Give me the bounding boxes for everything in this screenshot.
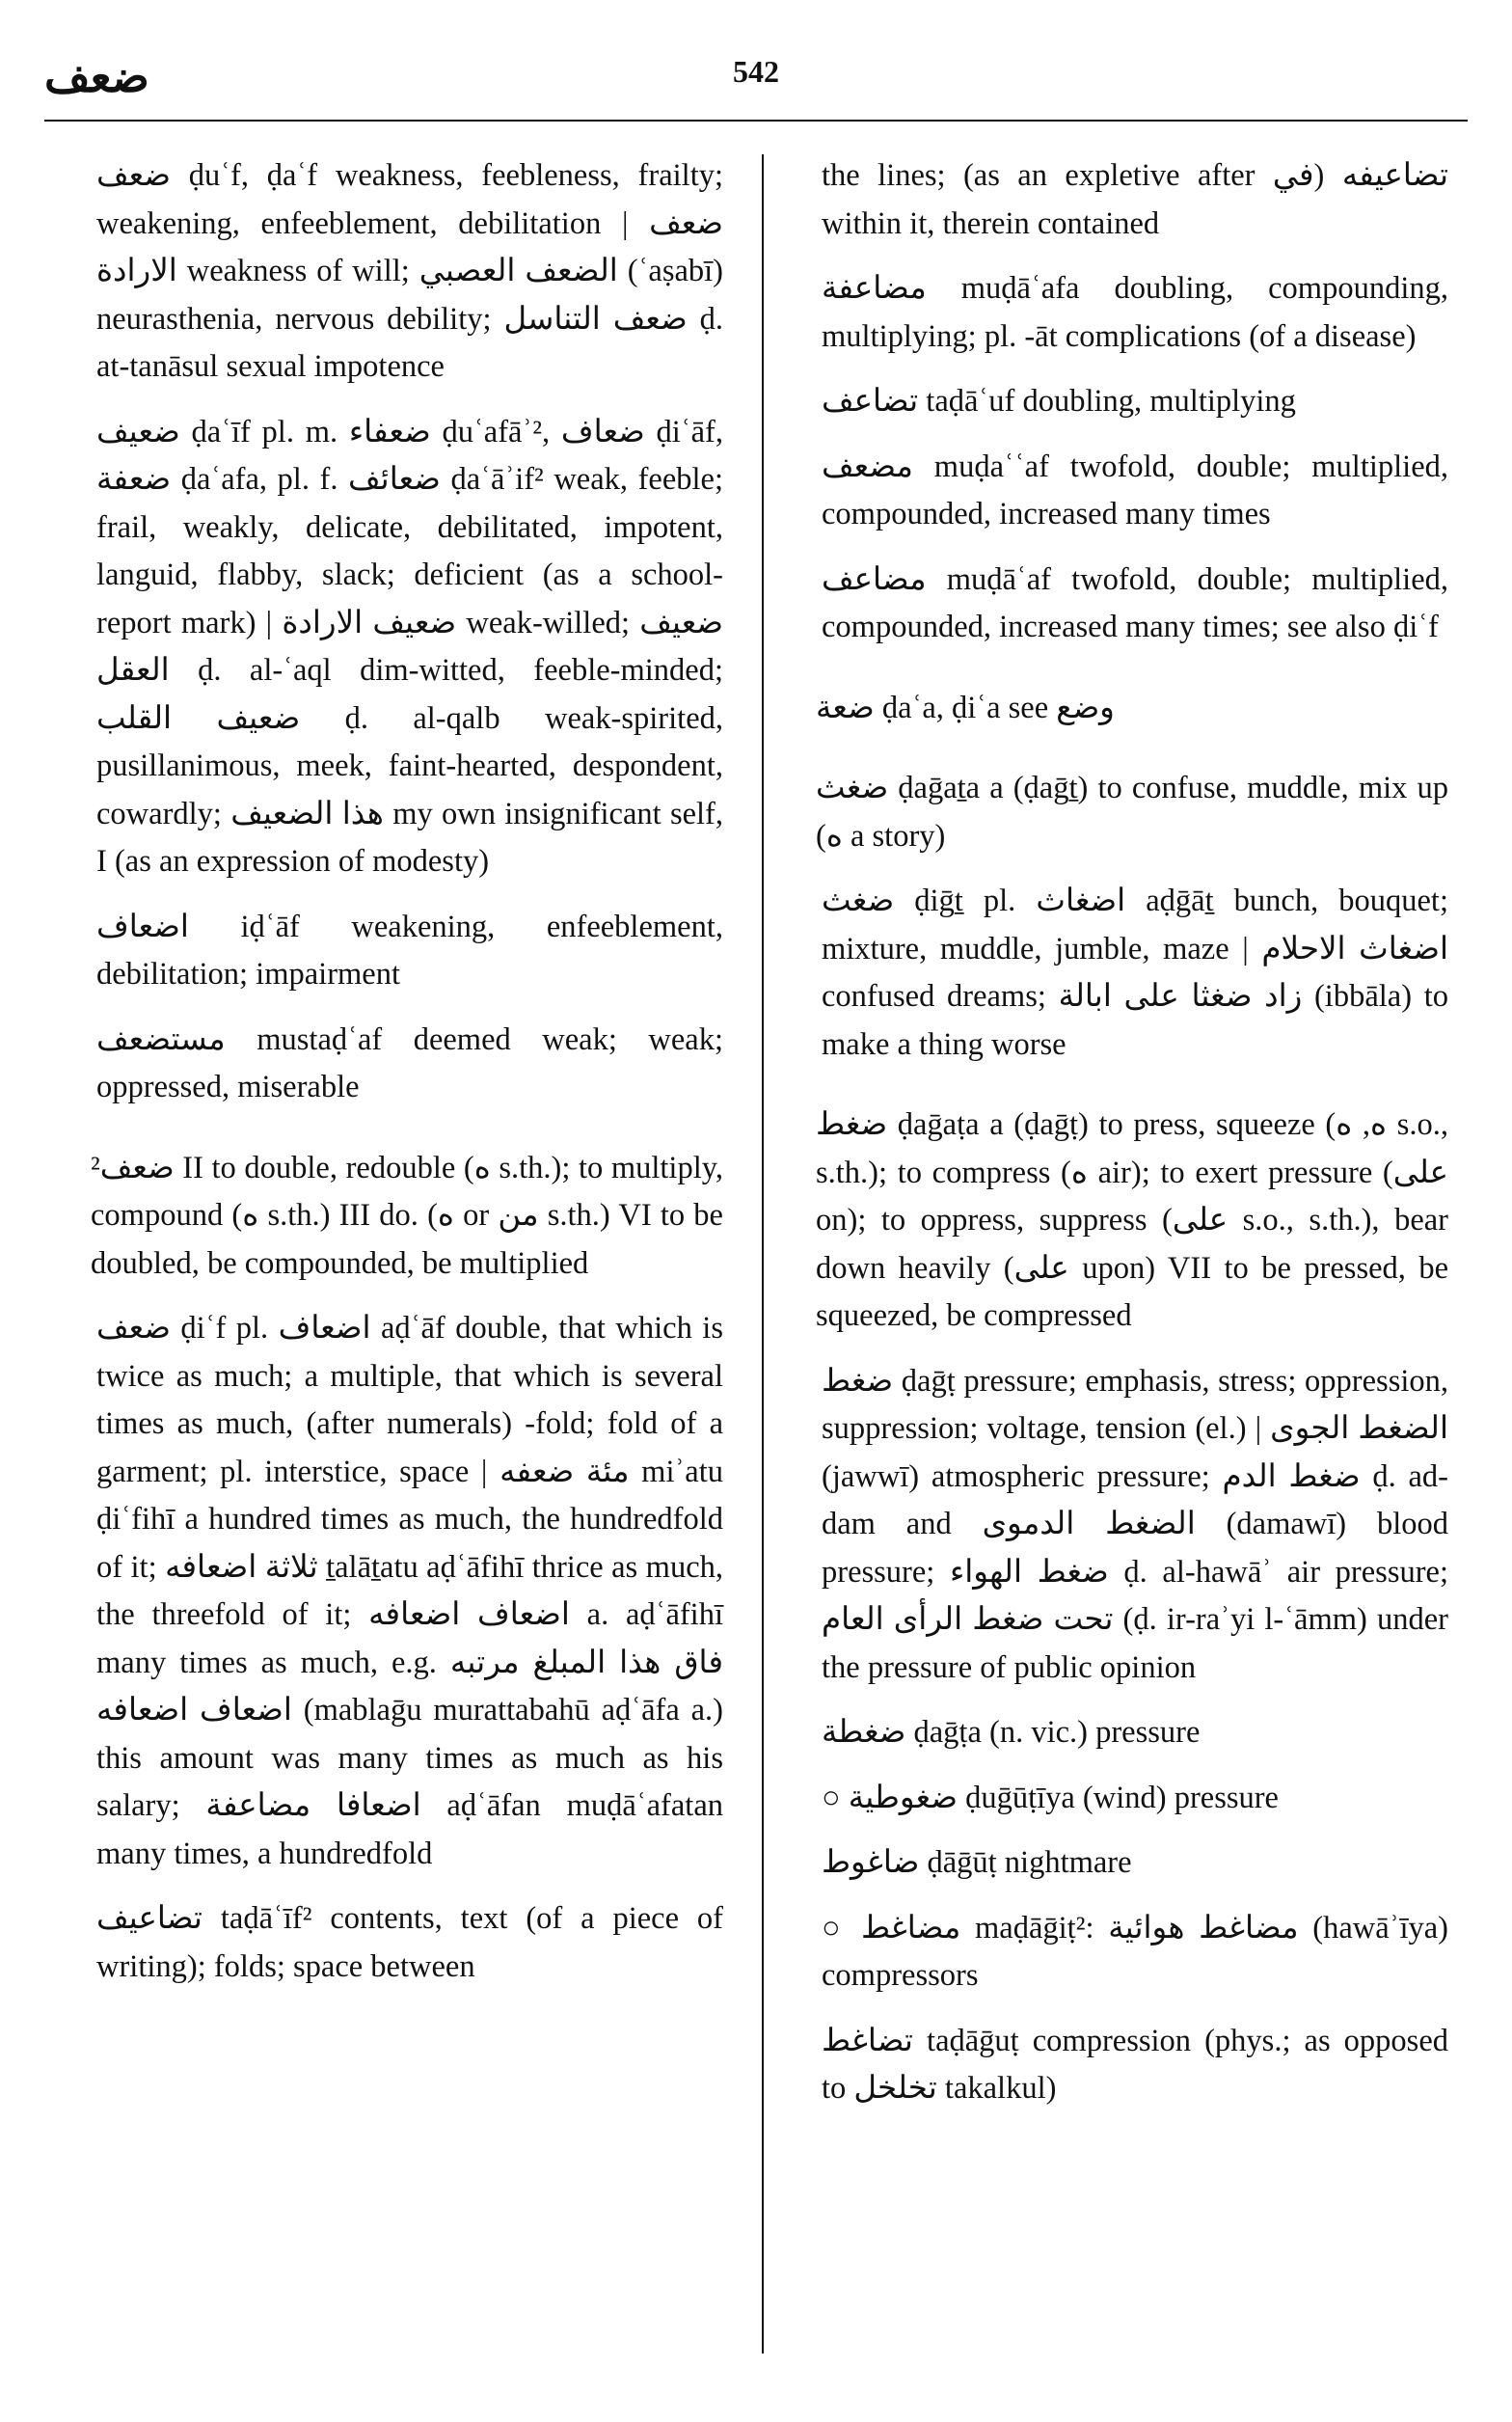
- entry-dagt: ضغط ḍaḡṭ pressure; emphasis, stress; oppression, suppression; voltage, tension (el.) | الضغط الجوى (jawwī) atmospheric pressure; ضغط الدم ḍ. ad-dam and الضغط الدموى (damawī) blood pressure; ضغط الهواء ḍ. al-hawāʾ air pressure; تحت ضغط الرأى العام (ḍ. ir-raʾyi l-ʿāmm) under the pressure of public opinion: [822, 1363, 1448, 1685]
- entry-continuation: the lines; (as an expletive after في) تضاعيفه within it, therein contained: [822, 158, 1449, 241]
- entry-idaf: اضعاف iḍʿāf weakening, enfeeblement, debilitation; impairment: [96, 909, 723, 992]
- entry-mustadaf: مستضعف mustaḍʿaf deemed weak; weak; oppressed, miserable: [96, 1021, 723, 1104]
- entry-root-dagata-press: ضغط ḍaḡaṭa a (ḍaḡṭ) to press, squeeze (ه, ه s.o., s.th.); to compress (ه air); to exert pressure (على on); to oppress, suppress (على s.o., s.th.), bear down heavily (على upon) VII to be pressed, be squeezed, be compressed: [816, 1107, 1449, 1333]
- entry-root-dagata: ضغث ḍaḡaṯa a (ḍaḡṯ) to confuse, muddle, mix up (ه a story): [816, 771, 1448, 854]
- entry-tadaif: تضاعيف taḍāʿīf² contents, text (of a piece of writing); folds; space between: [96, 1901, 723, 1984]
- page-header: [0, 39, 1512, 116]
- header-rule: [44, 120, 1468, 122]
- entry-dugutiya: ○ ضغوطية ḍuḡūṭīya (wind) pressure: [822, 1780, 1279, 1815]
- entry-root-daafa-2: ضعف² II to double, redouble (ه s.th.); to multiply, compound (ه s.th.) III do. (ه or من s.th.) VI to be doubled, be compounded, be multiplied: [91, 1150, 723, 1281]
- entry-daif: ضعيف ḍaʿīf pl. m. ضعفاء ḍuʿafāʾ², ضعاف ḍiʿāf, ضعفة ḍaʿafa, pl. f. ضعائف ḍaʿāʾif² weak, feeble; frail, weakly, delicate, debilitated, impotent, languid, flabby, slack; deficient (as a school-report mark) | ضعيف الارادة weak-willed; ضعيف العقل ḍ. al-ʿaql dim-witted, feeble-minded; ضعيف القلب ḍ. al-qalb weak-spirited, pusillanimous, meek, faint-hearted, despondent, cowardly; هذا الضعيف my own insignificant self, I (as an expression of modesty): [96, 414, 723, 879]
- entry-tadagut: تضاغط taḍāḡuṭ compression (phys.; as opposed to تخلخل takalkul): [822, 2023, 1448, 2106]
- entry-mudaaf: مضاعف muḍāʿaf twofold, double; multiplied, compounded, increased many times; see also ḍiʿf: [822, 561, 1448, 644]
- right-column: [816, 152, 1449, 2390]
- left-column: [91, 152, 724, 2390]
- entry-dagta: ضغطة ḍaḡṭa (n. vic.) pressure: [822, 1715, 1201, 1750]
- entry-mudaafa: مضاعفة muḍāʿafa doubling, compounding, multiplying; pl. -āt complications (of a disease): [822, 271, 1448, 354]
- entry-digt: ضغث ḍiḡṯ pl. اضغاث aḍḡāṯ bunch, bouquet; mixture, muddle, jumble, maze | اضغاث الاحلام confused dreams; زاد ضغثا على ابالة (ibbāla) to make a thing worse: [822, 884, 1448, 1062]
- column-divider: [762, 154, 764, 2354]
- entry-daa: ضعة ḍaʿa, ḍiʿa see وضع: [816, 690, 1115, 725]
- entry-tadauf: تضاعف taḍāʿuf doubling, multiplying: [822, 384, 1296, 419]
- entry-dif: ضعف ḍiʿf pl. اضعاف aḍʿāf double, that which is twice as much; a multiple, that which is several times as much, (after numerals) -fold; fold of a garment; pl. interstice, space | مئة ضعفه miʾatu ḍiʿfihī a hundred times as much, the hundredfold of it; ثلاثة اضعافه ṯalāṯatu aḍʿāfihī thrice as much, the threefold of it; اضعاف اضعافه a. aḍʿāfihī many times as much, e.g. فاق هذا المبلغ مرتبه اضعاف اضعافه (mablaḡu murattabahū aḍʿāfa a.) this amount was many times as much as his salary; اضعافا مضاعفة aḍʿāfan muḍāʿafatan many times, a hundredfold: [96, 1311, 723, 1871]
- entry-mudaaaf: مضعف muḍaʿʿaf twofold, double; multiplied, compounded, increased many times: [822, 449, 1448, 531]
- entry-dagut: ضاغوط ḍāḡūṭ nightmare: [822, 1845, 1132, 1880]
- running-headword: ضعف: [44, 52, 149, 101]
- page-number: 542: [733, 54, 779, 89]
- entry-madagit: ○ مضاغط maḍāḡiṭ²: مضاغط هوائية (hawāʾīya) compressors: [822, 1910, 1448, 1993]
- entry-duf: ضعف ḍuʿf, ḍaʿf weakness, feebleness, frailty; weakening, enfeeblement, debilitation | ضعف الارادة weakness of will; الضعف العصبي (ʿaṣabī) neurasthenia, nervous debility; ضعف التناسل ḍ. at-tanāsul sexual impotence: [96, 158, 724, 384]
